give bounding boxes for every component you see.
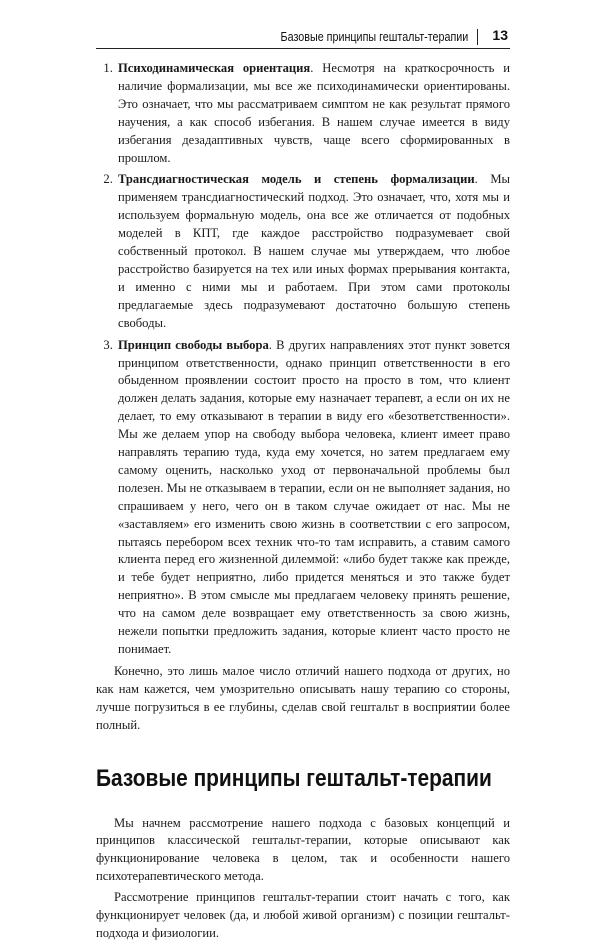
list-item-text: . В других направлениях этот пункт зовется принципом ответственности, однако принцип ответственности в его обыденном проявлении состоит просто на просто в том, что клиент должен делать задания, которые ему назначает терапевт, а если он их не делает, то ему отказывают в терапии в виду его «безответственности». Мы же делаем упор на свободу выбора человека, клиент имеет право направлять терапию туда, куда ему хочется, но затем предлагаем ему самому оценить, насколько уход от первоначальной проблемы был полезен. Мы не отказываем в терапии, если он не выполняет задания, но спрашиваем у него, чего он в таком случае ожидает от нас. Мы не «заставляем» его изменить свою жизнь в соответствии с его запросом, пытаясь перебором всех техник что-то там исправить, а ставим самого клиента перед его жизненной дилеммой: «либо будет также как прежде, и тебе будет неприятно, либо придется меняться и это также будет неприятно». В этом смысле мы предлагаем человеку принять решение, что на самом деле возвращает ему ответственность за свою жизнь, нежели попытки предложить задания, которые клиент часто просто не понимает. xyxy=(118,337,510,656)
running-header-title: Базовые принципы гештальт-терапии xyxy=(280,30,468,44)
list-item-text: . Мы применяем трансдиагностический подход. Это означает, что, хотя мы и используем формальную модель, она все же отличается от подобных моделей в КПТ, где каждое расстройство подразумевает свой собственный протокол. В нашем случае мы утверждаем, что любое расстройство базируется на тех или иных формах прерывания контакта, и именно с ними мы и работаем. При этом сами протоколы предлагаемые здесь подразумевают достаточно большую степень свободы. xyxy=(118,172,510,330)
list-item-term: Принцип свободы выбора xyxy=(118,337,269,352)
section-paragraph: Рассмотрение принципов гештальт-терапии стоит начать с того, как функционирует человек (да, и любой живой организм) с позиции гештальт-подхода и физиологии. xyxy=(96,890,510,940)
header-separator xyxy=(477,29,478,45)
list-item-text: . Несмотря на краткосрочность и наличие формализации, мы все же психодинамически ориентированы. Это означает, что мы рассматриваем симптом не как результат прямого научения, а как способ избегания. В нашем случае имеется в виду избегания дезадаптивных чувств, чаще всего сформированных в прошлом. xyxy=(118,61,510,165)
list-item-term: Психодинамическая ориентация xyxy=(118,61,311,75)
principles-list xyxy=(96,60,510,659)
section-heading: Базовые принципы гештальт-терапии xyxy=(96,764,492,792)
page-number: 13 xyxy=(492,27,508,43)
page-body xyxy=(96,60,510,943)
list-item xyxy=(116,60,510,167)
list-item-term: Трансдиагностическая модель и степень формализации xyxy=(118,172,475,187)
list-item xyxy=(116,337,510,659)
running-header xyxy=(96,26,510,49)
closing-paragraph: Конечно, это лишь малое число отличий нашего подхода от других, но как нам кажется, чем умозрительно описывать нашу терапию со стороны, лучше погрузиться в ее глубины, сделав свой гештальт в восприятии более полный. xyxy=(96,663,510,732)
section-paragraph: Мы начнем рассмотрение нашего подхода с базовых концепций и принципов классической гештальт-терапии, которые описывают как функционирование человека в целом, так и особенности нашего психотерапевтического метода. xyxy=(96,815,510,884)
list-item xyxy=(116,171,510,332)
